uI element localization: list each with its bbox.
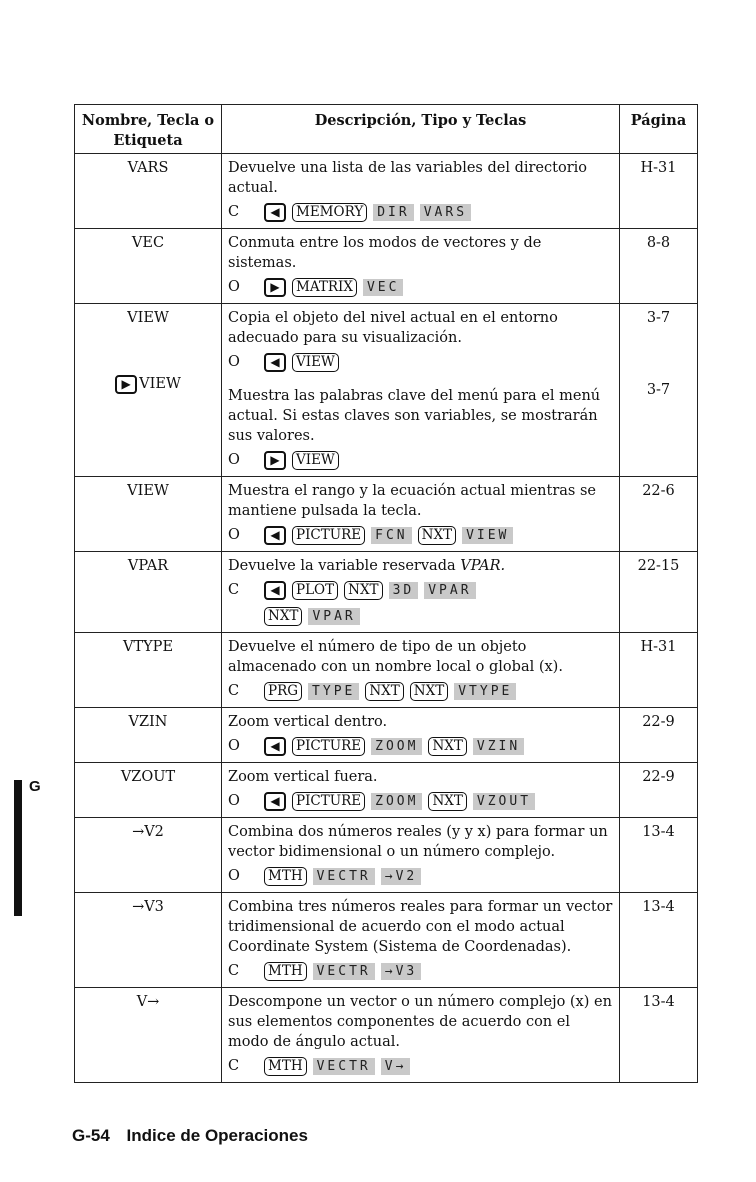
key-sequence <box>228 1054 613 1078</box>
operations-table <box>74 104 698 1083</box>
op-name: VIEW <box>127 310 169 326</box>
menu-softkey: VZOUT <box>473 793 535 810</box>
op-description: Muestra el rango y la ecuación actual mientras se mantiene pulsada la tecla. <box>228 483 597 519</box>
op-page: 22-15 <box>620 552 698 633</box>
menu-softkey: V→ <box>381 1058 411 1075</box>
table-row <box>75 633 698 708</box>
left-shift-key-icon: ◀ <box>264 526 286 545</box>
op-type-letter: O <box>228 354 240 370</box>
header-description: Descripción, Tipo y Teclas <box>222 105 620 154</box>
menu-softkey: TYPE <box>308 683 359 700</box>
menu-softkey: →V2 <box>381 868 421 885</box>
footer-title: Indice de Operaciones <box>126 1126 308 1145</box>
menu-softkey: VECTR <box>313 963 375 980</box>
right-shift-key-icon: ▶ <box>264 278 286 297</box>
key-sequence <box>228 734 613 758</box>
table-row <box>75 229 698 304</box>
menu-softkey: VPAR <box>424 582 475 599</box>
op-page: 3-7 <box>646 310 671 326</box>
keycap: MATRIX <box>292 278 357 297</box>
op-type-letter: C <box>228 963 240 979</box>
menu-softkey: VARS <box>420 204 471 221</box>
keycap: NXT <box>264 607 302 626</box>
op-description: Devuelve el número de tipo de un objeto almacenado con un nombre local o global (x). <box>228 639 563 675</box>
menu-softkey: DIR <box>373 204 413 221</box>
menu-softkey: FCN <box>371 527 411 544</box>
left-shift-key-icon: ◀ <box>264 792 286 811</box>
op-page: H-31 <box>620 154 698 229</box>
menu-softkey: VZIN <box>473 738 524 755</box>
op-description: Copia el objeto del nivel actual en el entorno adecuado para su visualización. <box>228 310 558 346</box>
menu-softkey: ZOOM <box>371 793 422 810</box>
keycap: VIEW <box>292 451 339 470</box>
keycap: VIEW <box>292 353 339 372</box>
op-name: →V2 <box>75 818 222 893</box>
menu-softkey: VECTR <box>313 1058 375 1075</box>
op-type-letter: C <box>228 204 240 220</box>
op-type-letter: C <box>228 582 240 598</box>
op-page: 13-4 <box>620 893 698 988</box>
op-description: Devuelve una lista de las variables del directorio actual. <box>228 160 587 196</box>
key-sequence <box>228 959 613 983</box>
table-row <box>75 988 698 1083</box>
table-row <box>75 708 698 763</box>
key-sequence <box>228 578 613 602</box>
op-name: →V3 <box>75 893 222 988</box>
menu-softkey: VPAR <box>308 608 359 625</box>
op-page: 22-9 <box>620 763 698 818</box>
keycap: MTH <box>264 1057 307 1076</box>
op-type-letter: O <box>228 738 240 754</box>
op-description: Devuelve la variable reservada <box>228 558 456 574</box>
table-row <box>75 477 698 552</box>
keycap: PICTURE <box>292 737 365 756</box>
op-page: 13-4 <box>620 818 698 893</box>
menu-softkey: →V3 <box>381 963 421 980</box>
keycap: NXT <box>418 526 456 545</box>
keycap: MTH <box>264 867 307 886</box>
key-sequence <box>228 200 613 224</box>
op-description: Muestra las palabras clave del menú para el menú actual. Si estas claves son variables, se mostrarán sus valores. <box>228 388 601 444</box>
op-description: Combina tres números reales para formar un vector tridimensional de acuerdo con el modo actual Coordinate System (Sistema de Coordenadas). <box>228 899 613 955</box>
table-row <box>75 818 698 893</box>
op-name: V→ <box>75 988 222 1083</box>
op-page: 22-9 <box>620 708 698 763</box>
op-name: VPAR <box>75 552 222 633</box>
key-sequence <box>228 864 613 888</box>
key-sequence <box>228 679 613 703</box>
op-page: 8-8 <box>620 229 698 304</box>
menu-softkey: ZOOM <box>371 738 422 755</box>
keycap: PICTURE <box>292 526 365 545</box>
left-shift-key-icon: ◀ <box>264 581 286 600</box>
op-page: H-31 <box>620 633 698 708</box>
op-name: VZOUT <box>75 763 222 818</box>
op-name: VEC <box>75 229 222 304</box>
table-row <box>75 893 698 988</box>
op-type-letter: O <box>228 279 240 295</box>
right-shift-key-icon: ▶ <box>115 375 137 394</box>
op-description: Conmuta entre los modos de vectores y de sistemas. <box>228 235 542 271</box>
keycap: MEMORY <box>292 203 367 222</box>
key-sequence <box>228 275 613 299</box>
keycap: NXT <box>428 737 466 756</box>
op-description: Zoom vertical dentro. <box>228 714 388 730</box>
footer-page-number: G-54 <box>72 1126 110 1145</box>
menu-softkey: VIEW <box>462 527 513 544</box>
table-row <box>75 304 698 477</box>
op-name: VIEW <box>75 477 222 552</box>
page-footer <box>72 1126 308 1146</box>
menu-softkey: VECTR <box>313 868 375 885</box>
header-page: Página <box>620 105 698 154</box>
table-row <box>75 154 698 229</box>
table-header-row <box>75 105 698 154</box>
op-type-letter: C <box>228 1058 240 1074</box>
table-row <box>75 552 698 633</box>
menu-softkey: 3D <box>389 582 419 599</box>
op-type-letter: O <box>228 868 240 884</box>
op-description: Zoom vertical fuera. <box>228 769 378 785</box>
section-tab-letter: G <box>29 778 41 795</box>
keycap: NXT <box>344 581 382 600</box>
section-tab-marker <box>14 780 22 916</box>
keycap: PRG <box>264 682 302 701</box>
op-page: 22-6 <box>620 477 698 552</box>
keycap: NXT <box>365 682 403 701</box>
op-page: 3-7 <box>646 382 671 398</box>
keycap: NXT <box>410 682 448 701</box>
op-description-variable: VPAR. <box>460 558 506 574</box>
key-sequence <box>228 523 613 547</box>
menu-softkey: VEC <box>363 279 403 296</box>
op-page: 13-4 <box>620 988 698 1083</box>
op-type-letter: C <box>228 683 240 699</box>
op-name: VZIN <box>75 708 222 763</box>
op-type-letter: O <box>228 793 240 809</box>
left-shift-key-icon: ◀ <box>264 353 286 372</box>
keycap: MTH <box>264 962 307 981</box>
keycap: NXT <box>428 792 466 811</box>
table-row <box>75 763 698 818</box>
op-name: VARS <box>75 154 222 229</box>
op-type-letter: O <box>228 527 240 543</box>
op-type-letter: O <box>228 452 240 468</box>
key-sequence <box>228 604 613 628</box>
keycap: PICTURE <box>292 792 365 811</box>
op-name: VTYPE <box>75 633 222 708</box>
left-shift-key-icon: ◀ <box>264 203 286 222</box>
left-shift-key-icon: ◀ <box>264 737 286 756</box>
op-description: Combina dos números reales (y y x) para formar un vector bidimensional o un número complejo. <box>228 824 608 860</box>
header-name: Nombre, Tecla o Etiqueta <box>75 105 222 154</box>
menu-softkey: VTYPE <box>454 683 516 700</box>
key-sequence <box>228 448 613 472</box>
key-sequence <box>228 789 613 813</box>
op-name: VIEW <box>139 376 181 392</box>
op-description: Descompone un vector o un número complejo (x) en sus elementos componentes de acuerdo con el modo de ángulo actual. <box>228 994 612 1050</box>
keycap: PLOT <box>292 581 338 600</box>
right-shift-key-icon: ▶ <box>264 451 286 470</box>
key-sequence <box>228 350 613 374</box>
